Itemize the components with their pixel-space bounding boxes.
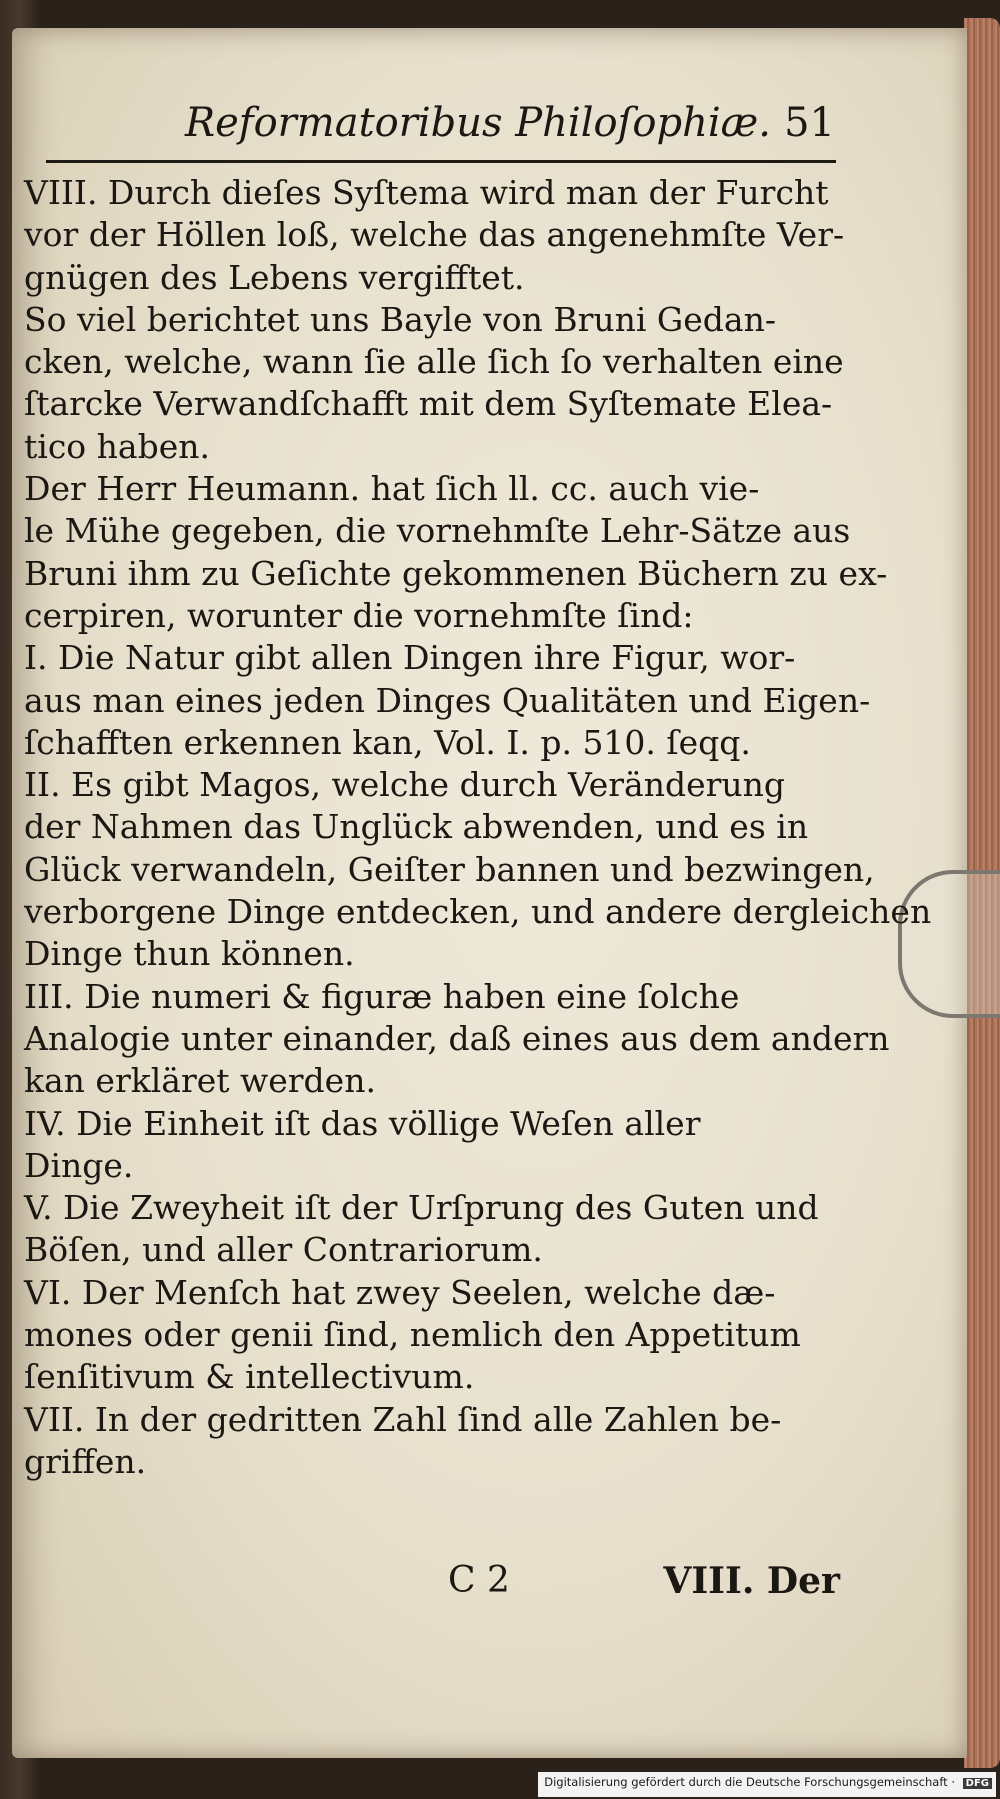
page-footer: [440, 1560, 840, 1620]
text-line: Der Herr Heumann. hat ſich ll. cc. auch vie-: [24, 469, 760, 509]
text-line: griffen.: [24, 1441, 147, 1481]
text-line: III. Die numeri & figuræ haben eine ſolche: [24, 976, 740, 1016]
text-line: VII. In der gedritten Zahl ſind alle Zahlen be-: [24, 1399, 782, 1439]
text-line: vor der Höllen loß, welche das angenehmſte Ver-: [24, 215, 845, 255]
header-rule: [46, 160, 836, 163]
text-line: mones oder genii ſind, nemlich den Appetitum: [24, 1315, 801, 1355]
text-line: aus man eines jeden Dinges Qualitäten und Eigen-: [24, 680, 871, 720]
signature-mark: C 2: [448, 1560, 510, 1601]
page-body: [24, 172, 932, 1483]
text-line: Analogie unter einander, daß eines aus dem andern: [24, 1018, 890, 1058]
text-line: I. Die Natur gibt allen Dingen ihre Figur, wor-: [24, 638, 796, 678]
running-title: Reformatoribus Philoſophiæ.: [185, 100, 771, 146]
text-line: IV. Die Einheit iſt das völlige Weſen aller: [24, 1103, 701, 1143]
text-line: Glück verwandeln, Geiſter bannen und bezwingen,: [24, 849, 875, 889]
text-line: ſchafften erkennen kan, Vol. I. p. 510. ſeqq.: [24, 722, 751, 762]
text-line: gnügen des Lebens vergifftet.: [24, 257, 525, 297]
text-line: cken, welche, wann ſie alle ſich ſo verhalten eine: [24, 342, 844, 382]
text-line: cerpiren, worunter die vornehmſte ſind:: [24, 595, 694, 635]
dfg-logo: DFG: [963, 1778, 992, 1789]
text-line: VIII. Durch dieſes Syſtema wird man der Furcht: [24, 173, 829, 212]
text-line: Bruni ihm zu Geſichte gekommenen Büchern zu ex-: [24, 553, 888, 593]
running-header: [185, 100, 835, 160]
digitization-credit: [538, 1772, 996, 1797]
text-line: tico haben.: [24, 426, 210, 466]
text-line: ſtarcke Verwandſchafft mit dem Syſtemate Elea-: [24, 384, 833, 424]
text-line: Böſen, und aller Contrariorum.: [24, 1230, 543, 1270]
text-line: Dinge thun können.: [24, 934, 355, 974]
catchword: VIII. Der: [663, 1560, 840, 1602]
credit-text: Digitalisierung gefördert durch die Deutsche Forschungsgemeinschaft ·: [544, 1775, 955, 1789]
text-line: kan erkläret werden.: [24, 1061, 376, 1101]
text-line: V. Die Zweyheit iſt der Urſprung des Guten und: [24, 1188, 819, 1228]
text-line: verborgene Dinge entdecken, und andere dergleichen: [24, 892, 932, 932]
text-line: VI. Der Menſch hat zwey Seelen, welche dæ-: [24, 1272, 776, 1312]
text-line: So viel berichtet uns Bayle von Bruni Gedan-: [24, 299, 776, 339]
text-line: der Nahmen das Unglück abwenden, und es in: [24, 807, 809, 847]
text-line: le Mühe gegeben, die vornehmſte Lehr-Sätze aus: [24, 511, 851, 551]
page-number: 51: [784, 100, 835, 146]
text-line: ſenſitivum & intellectivum.: [24, 1357, 475, 1397]
text-line: II. Es gibt Magos, welche durch Veränderung: [24, 765, 786, 805]
text-line: Dinge.: [24, 1145, 134, 1185]
